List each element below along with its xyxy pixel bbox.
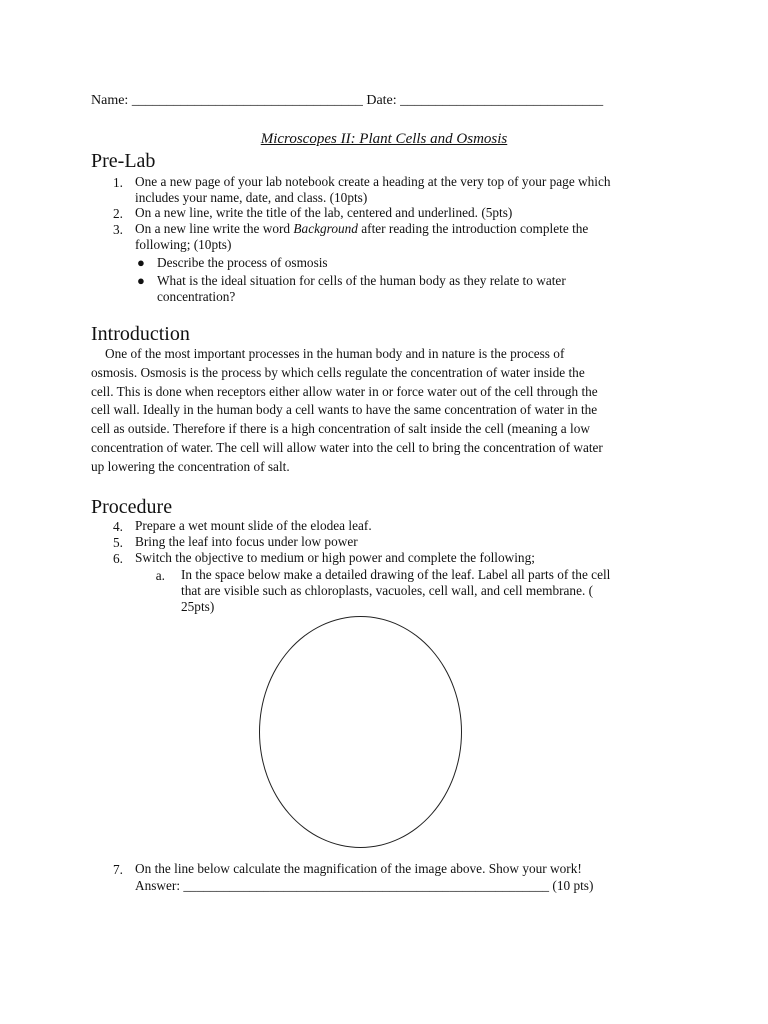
text-segment: On a new line write the word [135, 221, 294, 236]
text-segment: after reading the introduction complete the [357, 221, 589, 236]
procedure-subitem [181, 567, 610, 615]
procedure-item-num: 7. [113, 862, 123, 877]
procedure-item: Switch the objective to medium or high power and complete the following; [135, 550, 535, 565]
bullet-line: concentration? [157, 289, 236, 304]
bullet-line: Describe the process of osmosis [157, 255, 328, 270]
procedure-subitem-num: a. [155, 568, 165, 583]
prelab-item-3-line: following; (10pts) [135, 237, 232, 252]
procedure-item-num: 5. [113, 535, 123, 550]
prelab-item-1-line: includes your name, date, and class. (10pts) [135, 190, 368, 205]
lab-title: Microscopes II: Plant Cells and Osmosis [260, 131, 508, 147]
date-label: Date: [366, 93, 397, 108]
intro-line: up lowering the concentration of salt. [91, 459, 290, 474]
intro-line: osmosis. Osmosis is the process by which cells regulate the concentration of water inside the [91, 365, 585, 380]
procedure-item-num: 6. [113, 551, 123, 566]
answer-label: Answer: [135, 878, 181, 893]
bullet-item [157, 273, 566, 305]
prelab-item-1-line: One a new page of your lab notebook create a heading at the very top of your page which [135, 174, 611, 189]
procedure-heading: Procedure [91, 496, 173, 518]
intro-line: cell wall. Ideally in the human body a cell wants to have the same concentration of water in the [91, 402, 598, 417]
bullet-item [157, 255, 328, 271]
intro-line: One of the most important processes in the human body and in nature is the process of [105, 346, 565, 361]
name-date-line [91, 93, 603, 109]
prelab-item-1 [135, 174, 611, 206]
prelab-item-2-num: 2. [113, 206, 123, 221]
procedure-item: Prepare a wet mount slide of the elodea leaf. [135, 518, 372, 533]
prelab-heading: Pre-Lab [91, 150, 156, 172]
procedure-item-7: On the line below calculate the magnification of the image above. Show your work! [135, 861, 582, 876]
prelab-item-1-num: 1. [113, 175, 123, 190]
prelab-item-2 [135, 205, 512, 221]
intro-line: cell. This is done when receptors either allow water in or force water out of the cell through the [91, 384, 598, 399]
date-blank: _____________________________ [400, 93, 604, 108]
prelab-item-3-line [135, 221, 588, 237]
intro-line: cell as outside. Therefore if there is a high concentration of salt inside the cell (meaning a low [91, 421, 590, 436]
answer-line [135, 878, 593, 894]
subitem-line: that are visible such as chloroplasts, vacuoles, cell wall, and cell membrane. ( [181, 583, 594, 598]
subitem-line: 25pts) [181, 599, 215, 614]
introduction-heading: Introduction [91, 323, 190, 345]
background-word: Background [293, 221, 358, 236]
drawing-circle [259, 616, 462, 848]
procedure-item: Bring the leaf into focus under low power [135, 534, 358, 549]
name-label: Name: [91, 93, 129, 108]
bullet-dot: ● [137, 273, 145, 288]
answer-blank: _______________________________________________________ [183, 878, 550, 893]
prelab-item-3 [135, 221, 588, 253]
bullet-dot: ● [137, 255, 145, 270]
bullet-line: What is the ideal situation for cells of the human body as they relate to water [157, 273, 566, 288]
answer-points: (10 pts) [552, 878, 594, 893]
name-blank: _________________________________ [131, 93, 363, 108]
intro-line: concentration of water. The cell will allow water into the cell to bring the concentration of water [91, 440, 603, 455]
prelab-item-3-num: 3. [113, 222, 123, 237]
subitem-line: In the space below make a detailed drawing of the leaf. Label all parts of the cell [181, 567, 611, 582]
prelab-item-2-line: On a new line, write the title of the lab, centered and underlined. (5pts) [135, 205, 513, 220]
procedure-item-num: 4. [113, 519, 123, 534]
